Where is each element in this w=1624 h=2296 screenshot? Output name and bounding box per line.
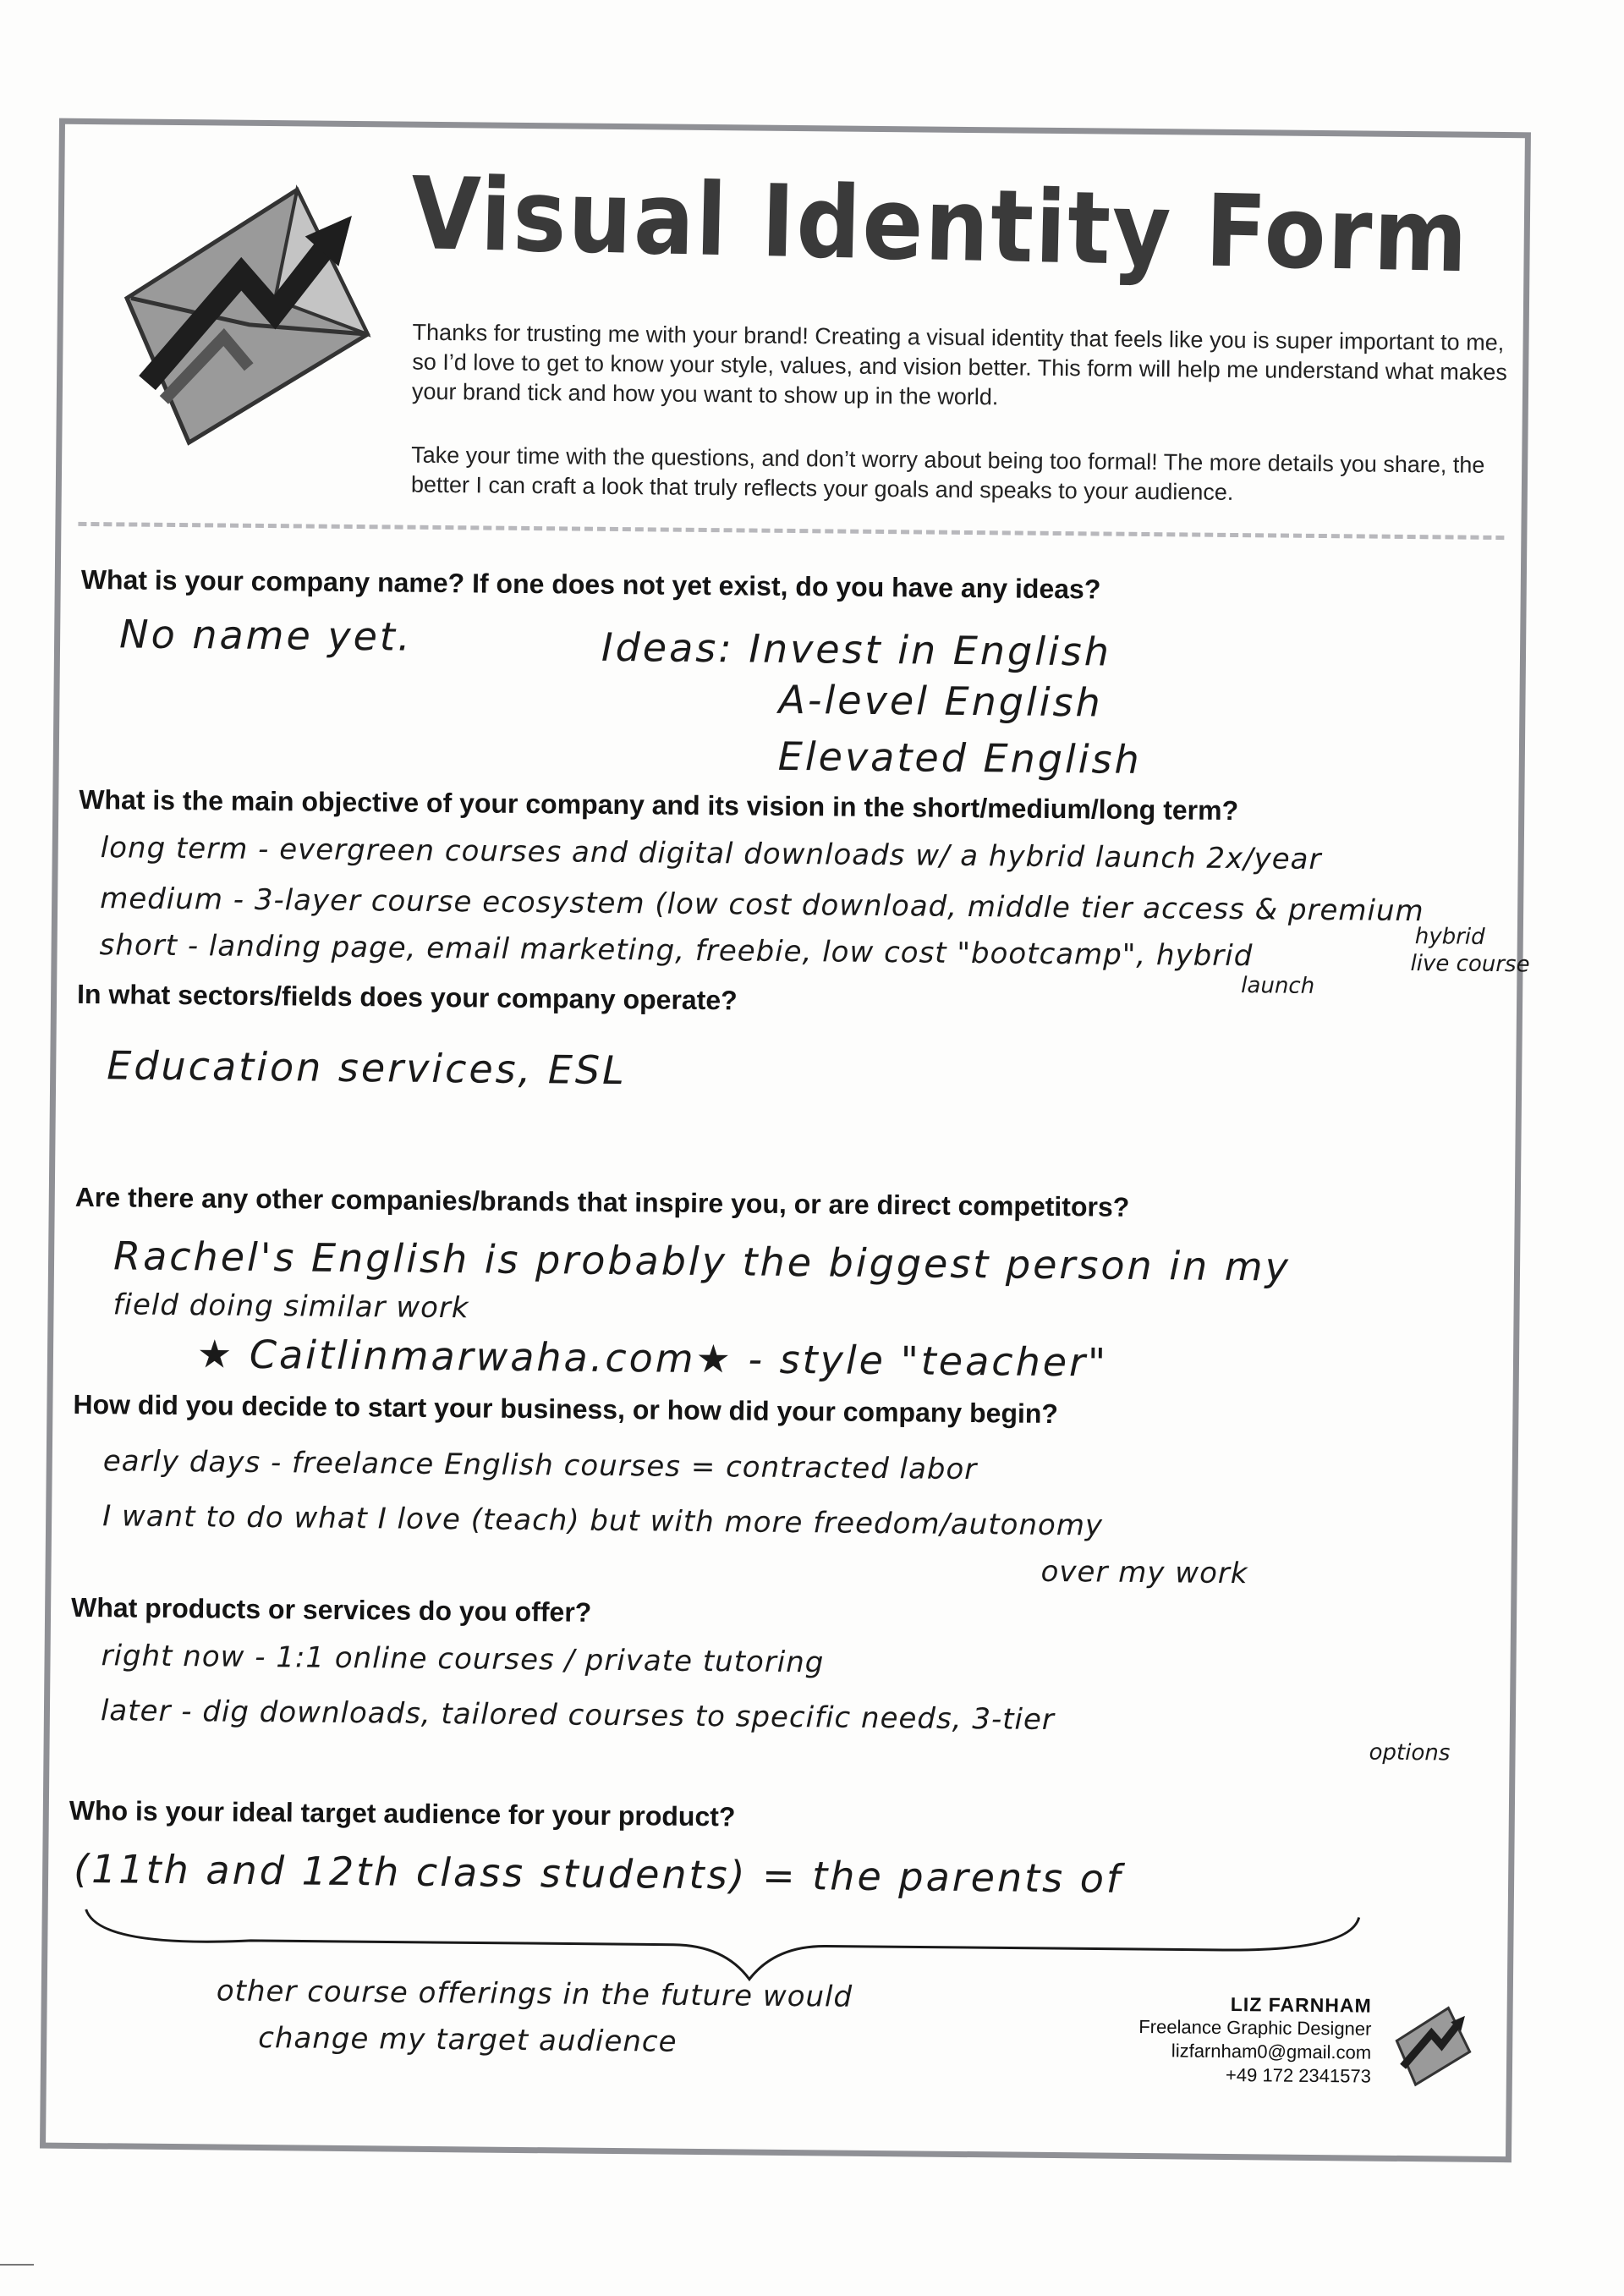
handwritten-answer: short - landing page, email marketing, freebie, low cost "bootcamp", hybrid xyxy=(99,928,1254,974)
handwritten-answer: right now - 1:1 online courses / private tutoring xyxy=(101,1639,825,1680)
question-main-objective: What is the main objective of your company and its vision in the short/medium/long term? xyxy=(79,783,1239,827)
handwritten-answer: medium - 3-layer course ecosystem (low cost download, middle tier access & premium xyxy=(99,882,1424,929)
page-corner-mark xyxy=(0,2264,34,2266)
question-competitors: Are there any other companies/brands that inspire you, or are direct competitors? xyxy=(74,1181,1130,1222)
handwritten-answer: long term - evergreen courses and digital downloads w/ a hybrid launch 2x/year xyxy=(100,831,1322,877)
question-sectors: In what sectors/fields does your company operate? xyxy=(76,978,738,1016)
handwritten-answer: Education services, ESL xyxy=(107,1042,628,1094)
handwritten-answer: (11th and 12th class students) = the parents of xyxy=(73,1845,1123,1902)
handwritten-answer: options xyxy=(1369,1739,1451,1766)
intro-paragraph-2: Take your time with the questions, and don’t worry about being too formal! The more details you share, the better I can craft a look that truly reflects your goals and speaks to your audience. xyxy=(410,442,1485,505)
handwritten-answer: other course offerings in the future would xyxy=(216,1974,853,2014)
form-title: Visual Identity Form xyxy=(409,155,1471,295)
handwritten-answer: change my target audience xyxy=(258,2021,678,2059)
envelope-arrow-logo-icon xyxy=(112,171,386,453)
question-target-audience: Who is your ideal target audience for your product? xyxy=(69,1794,736,1832)
question-products: What products or services do you offer? xyxy=(70,1591,592,1628)
designer-phone: +49 172 2341573 xyxy=(1225,2063,1372,2087)
designer-name: LIZ FARNHAM xyxy=(1230,1993,1372,2017)
designer-contact xyxy=(1138,1991,1372,2089)
designer-email[interactable]: lizfarnham0@gmail.com xyxy=(1171,2040,1372,2063)
question-business-origin: How did you decide to start your business, or how did your company begin? xyxy=(73,1388,1059,1430)
handwritten-answer: Ideas: Invest in English xyxy=(601,623,1112,675)
handwritten-answer: Elevated English xyxy=(777,733,1142,783)
handwritten-answer: A-level English xyxy=(778,676,1103,726)
envelope-arrow-small-logo-icon xyxy=(1391,2002,1477,2088)
handwritten-answer: early days - freelance English courses = contracted labor xyxy=(102,1444,978,1487)
handwritten-answer: later - dig downloads, tailored courses to specific needs, 3-tier xyxy=(100,1694,1056,1738)
handwritten-answer: over my work xyxy=(1040,1554,1248,1591)
form-sheet xyxy=(40,118,1531,2163)
intro-paragraph: Thanks for trusting me with your brand! Creating a visual identity that feels like you is super important to me, so I’d love to get to know your style, values, and vision better. This form will help me understand what makes your brand tick and how you want to show up in the world. xyxy=(411,319,1508,410)
handwritten-answer: launch xyxy=(1241,973,1315,999)
handwritten-answer: No name yet. xyxy=(118,611,413,660)
handwritten-answer: field doing similar work xyxy=(112,1288,469,1326)
handwritten-answer: hybrid xyxy=(1414,924,1485,950)
designer-role: Freelance Graphic Designer xyxy=(1138,2016,1372,2040)
handwritten-answer: Rachel's English is probably the biggest person in my xyxy=(112,1233,1292,1290)
handwritten-answer: ★ Caitlinmarwaha.com★ - style "teacher" xyxy=(196,1331,1109,1386)
handwritten-answer: I want to do what I love (teach) but with more freedom/autonomy xyxy=(102,1499,1104,1543)
section-divider xyxy=(78,522,1504,540)
handwritten-answer: live course xyxy=(1410,951,1530,978)
question-company-name: What is your company name? If one does not yet exist, do you have any ideas? xyxy=(80,563,1101,605)
